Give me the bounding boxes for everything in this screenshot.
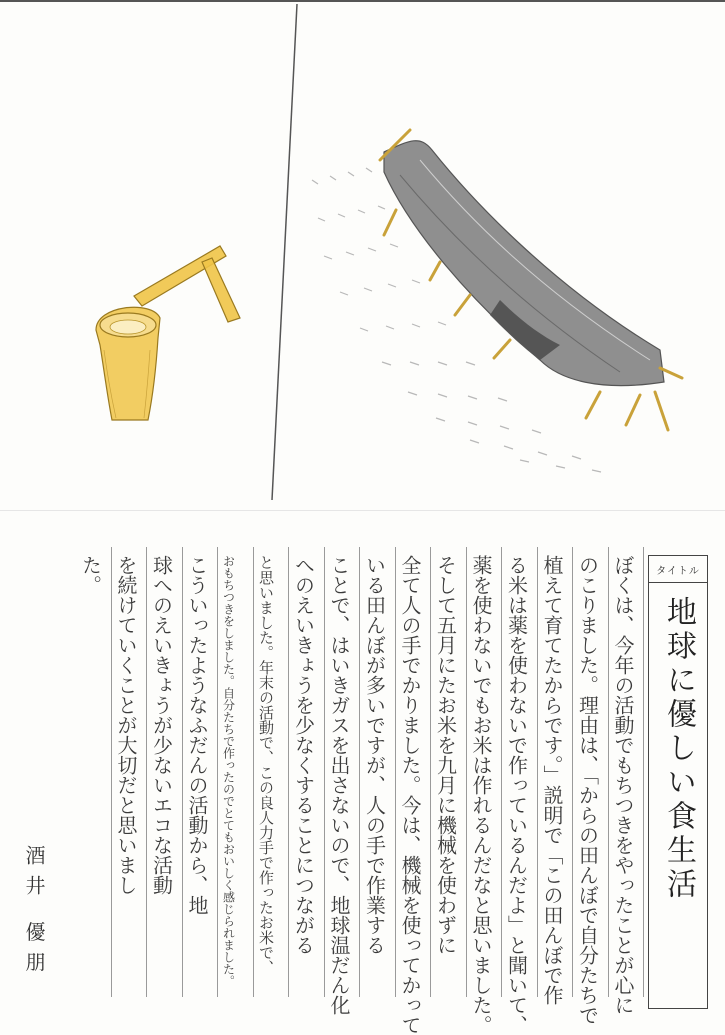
essay-line: た。 [78, 555, 103, 595]
essay-line: のこりました。理由は、「からの田んぼで自分たちで [575, 555, 600, 1025]
column-rule [182, 547, 183, 997]
column-rule [466, 547, 467, 997]
essay-line: いる田んぼが多いですが、人の手で作業する [362, 555, 387, 955]
column-rule [572, 547, 573, 997]
essay-line: 薬を使わないでもお米は作れるんだなと思いました。 [469, 555, 493, 1035]
column-rule [288, 547, 289, 997]
section-divider [0, 510, 725, 511]
column-rule [217, 547, 218, 997]
column-rule [537, 547, 538, 997]
author-name: 酒井 優朋 [22, 845, 46, 982]
column-rule [501, 547, 502, 997]
essay-line: 全て人の手でかりました。今は、機械を使ってかって [398, 555, 422, 1035]
column-rule [146, 547, 147, 997]
column-rule [643, 547, 644, 997]
illustration-area [0, 0, 725, 505]
essay-line: を続けていくことが大切だと思いまし [114, 555, 138, 895]
column-rule [111, 547, 112, 997]
essay-line: と思いました。年末の活動で、この良人力手で作ったお米で、 [257, 555, 275, 975]
column-rule [608, 547, 609, 997]
essay-line: ことで、はいきガスを出さないので、地球温だん化 [327, 555, 351, 1015]
title-box [648, 555, 708, 1009]
column-rule [324, 547, 325, 997]
essay-line: る米は薬を使わないで作っているんだよ」と聞いて、 [504, 555, 529, 1035]
column-rule [359, 547, 360, 997]
essay-line: 植えて育てたからです。」説明で「この田んぼで作 [540, 555, 564, 1005]
essay-line: 球へのえいきょうが少ないエコな活動 [149, 555, 174, 895]
title-label: タイトル [656, 565, 700, 577]
mortar-drawing [96, 307, 160, 420]
essay-line: おもちつきをしました。自分たちで作ったのでとてもおいしく感じられました。 [221, 555, 236, 987]
essay-line: へのえいきょうを少なくすることにつながる [291, 555, 316, 955]
title-label-box [649, 556, 707, 583]
essay-line: こういったようなふだんの活動から、地 [185, 555, 209, 915]
essay-line: ぼくは、今年の活動でもちつきをやったことが心に [611, 555, 635, 1015]
column-rule [395, 547, 396, 997]
rice-rack-drawing [312, 130, 682, 472]
illustration-divider [272, 4, 297, 500]
essay-sheet [20, 535, 710, 1035]
column-rule [430, 547, 431, 997]
essay-title: 地球に優しい食生活 [661, 596, 696, 902]
column-rule [253, 547, 254, 997]
essay-line: そして五月にたお米を九月に機械を使わずに [433, 555, 458, 955]
